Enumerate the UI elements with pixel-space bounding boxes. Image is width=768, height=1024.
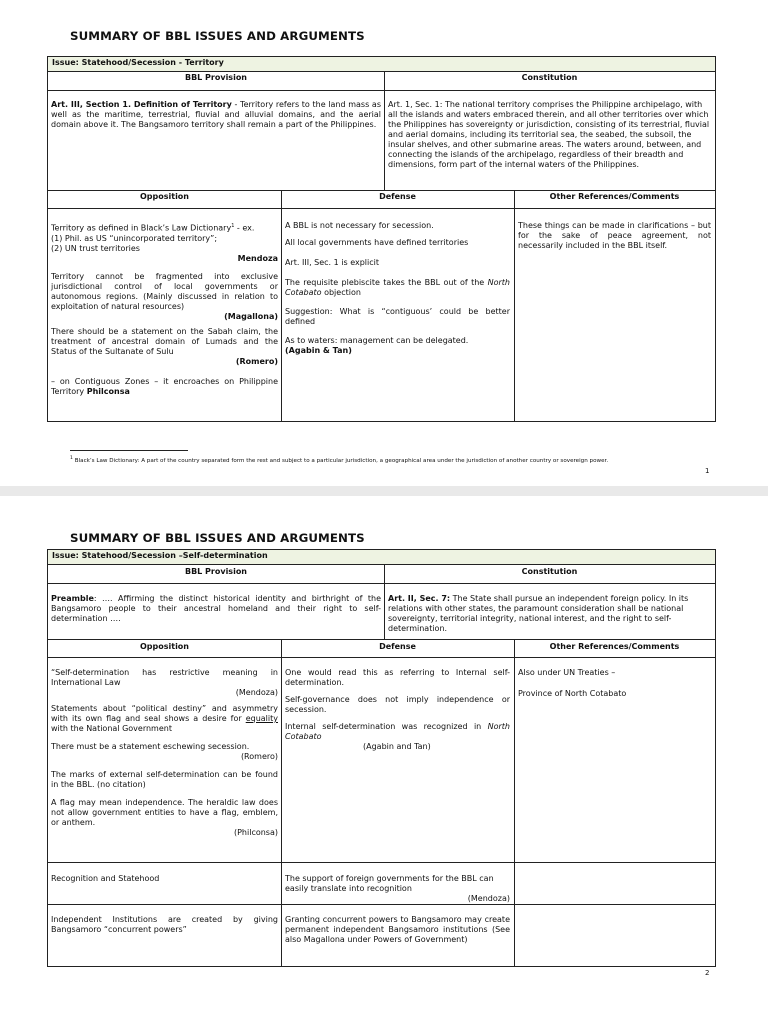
other-references-text: These things can be made in clarifications – but for the sake of peace agreement, not necessarily included in the BBL itself. <box>518 221 711 250</box>
opposition-item: There must be a statement eschewing secession. <box>51 742 250 751</box>
footnote: $^1$ Black’s Law Dictionary: A part of the country separated form the rest and subject to a particular jurisdiction, a geographical area under the jurisdiction of another country or sovereign power. <box>70 456 609 464</box>
opposition-item: – on Contiguous Zones – it encroaches on Philippine Territory Philconsa <box>51 376 278 396</box>
document-page-1 <box>0 0 768 488</box>
other-item: Province of North Cotabato <box>518 689 627 698</box>
opposition-item: Statements about “political destiny” and asymmetry with its own flag and seal shows a desire for equality with the National Government <box>51 704 278 733</box>
issue-label: Issue: Statehood/Secession - Territory <box>48 57 715 71</box>
header-defense: Defense <box>379 192 416 201</box>
bbl-provision-text: Art. III, Section 1. Definition of Territory - Territory refers to the land mass as well as the maritime, terrestrial, fluvial and alluvial domains, and the aerial domain above it. The Bangsamoro territory shall remain a part of the Philippines. <box>51 100 381 129</box>
defense-item: One would read this as referring to Internal self-determination. <box>285 668 510 687</box>
header-defense: Defense <box>379 642 416 651</box>
bbl-provision-text: Preamble: …. Affirming the distinct historical identity and birthright of the Bangsamoro people to their ancestral homeland and their right to self-determination …. <box>51 594 381 623</box>
opposition-item: Recognition and Statehood <box>51 874 160 883</box>
defense-item: All local governments have defined territories <box>285 238 469 247</box>
source-citation: (Romero) <box>235 356 278 366</box>
other-item: Also under UN Treaties – <box>518 668 616 677</box>
opposition-item: There should be a statement on the Sabah claim, the treatment of ancestral domain of Lumads and the Status of the Sultanate of Sulu <box>51 326 278 356</box>
defense-column <box>285 221 510 356</box>
defense-item: The support of foreign governments for the BBL can easily translate into recognition (Mendoza) <box>285 874 510 903</box>
defense-item: Suggestion: What is “contiguous’ could be better defined <box>285 307 510 326</box>
opposition-item: A flag may mean independence. The heraldic law does not allow government entities to have a flag, emblem, or anthem. <box>51 798 278 827</box>
constitution-text: Art. 1, Sec. 1: The national territory comprises the Philippine archipelago, with all the islands and waters embraced therein, and all other territories over which the Philippines has sovereignty or jurisdiction, consisting of its terrestrial, fluvial and aerial domains, including its territorial sea, the seabed, the subsoil, the insular shelves, and other submarine areas. The waters around, between, and connecting the islands of the archipelago, regardless of their breadth and dimensions, form part of the internal waters of the Philippines. <box>388 100 710 169</box>
constitution-text: Art. II, Sec. 7: The State shall pursue an independent foreign policy. In its relations with other states, the paramount consideration shall be national sovereignty, territorial integrity, national interest, and the right to self-determination. <box>388 594 689 633</box>
defense-item: As to waters: management can be delegated. <box>285 336 469 345</box>
header-other-references: Other References/Comments <box>549 192 680 201</box>
header-constitution: Constitution <box>521 567 578 576</box>
opposition-item: Territory cannot be fragmented into exclusive jurisdictional control of local governments or autonomous regions. (Mainly discussed in relation to exploitation of natural resources) <box>51 271 278 311</box>
defense-item: Internal self-determination was recognized in North Cotabato <box>285 722 510 741</box>
defense-column <box>285 668 510 752</box>
page-number: 2 <box>705 969 710 977</box>
footnote-rule <box>70 450 188 451</box>
header-bbl-provision: BBL Provision <box>184 567 248 576</box>
source-citation: (Mendoza) <box>467 894 510 903</box>
opposition-item: Territory as defined in Black’s Law Dictionary$^1$ - ex. <box>51 223 255 233</box>
source-citation: (Mendoza) <box>235 688 278 697</box>
opposition-item: Independent Institutions are created by giving Bangsamoro “concurrent powers” <box>51 915 278 934</box>
defense-item: A BBL is not necessary for secession. <box>285 221 434 230</box>
header-constitution: Constitution <box>521 73 578 82</box>
page-title: SUMMARY OF BBL ISSUES AND ARGUMENTS <box>70 29 365 43</box>
page-number: 1 <box>705 467 710 475</box>
header-opposition: Opposition <box>139 192 189 201</box>
source-citation: (Philconsa) <box>233 828 278 837</box>
header-bbl-provision: BBL Provision <box>184 73 248 82</box>
issue-table <box>47 56 716 422</box>
defense-item: Self-governance does not imply independence or secession. <box>285 695 510 714</box>
source-citation: (Romero) <box>240 752 278 761</box>
other-references-column <box>518 668 711 706</box>
opposition-column <box>51 668 278 838</box>
document-page-2 <box>0 494 768 1024</box>
issue-table <box>47 549 716 967</box>
source-citation: Mendoza <box>237 253 278 263</box>
opposition-column: Territory as defined in Black’s Law Dictionary$^1$ - ex. (1) Phil. as US “unincorporated territory”; (2) UN trust territories Mendoza Territory cannot be fragmented into exclusive jurisdictional control of local governments or autonomous regions. (Mainly discussed in relation to exploitation of natural resources) (Magallona) There should be a statement on the Sabah claim, the treatment of ancestral domain of Lumads and the Status of the Sultanate of Sulu (Romero) – on Contiguous Zones – it encroaches on Philippine Territory Philconsa <box>51 223 278 396</box>
defense-item: The requisite plebiscite takes the BBL out of the North Cotabato objection <box>285 278 510 297</box>
defense-item: Granting concurrent powers to Bangsamoro may create permanent independent Bangsamoro institutions (See also Magallona under Powers of Government) <box>285 915 510 944</box>
source-citation: (Agabin & Tan) <box>285 346 352 355</box>
source-citation: (Magallona) <box>224 311 278 321</box>
opposition-item: “Self-determination has restrictive meaning in International Law <box>51 668 278 687</box>
source-citation: (Agabin and Tan) <box>363 742 431 751</box>
opposition-item: The marks of external self-determination can be found in the BBL. (no citation) <box>51 770 278 789</box>
header-other-references: Other References/Comments <box>549 642 680 651</box>
defense-item: Art. III, Sec. 1 is explicit <box>285 258 379 267</box>
header-opposition: Opposition <box>139 642 189 651</box>
page-title: SUMMARY OF BBL ISSUES AND ARGUMENTS <box>70 531 365 545</box>
issue-label: Issue: Statehood/Secession –Self-determination <box>48 550 715 564</box>
